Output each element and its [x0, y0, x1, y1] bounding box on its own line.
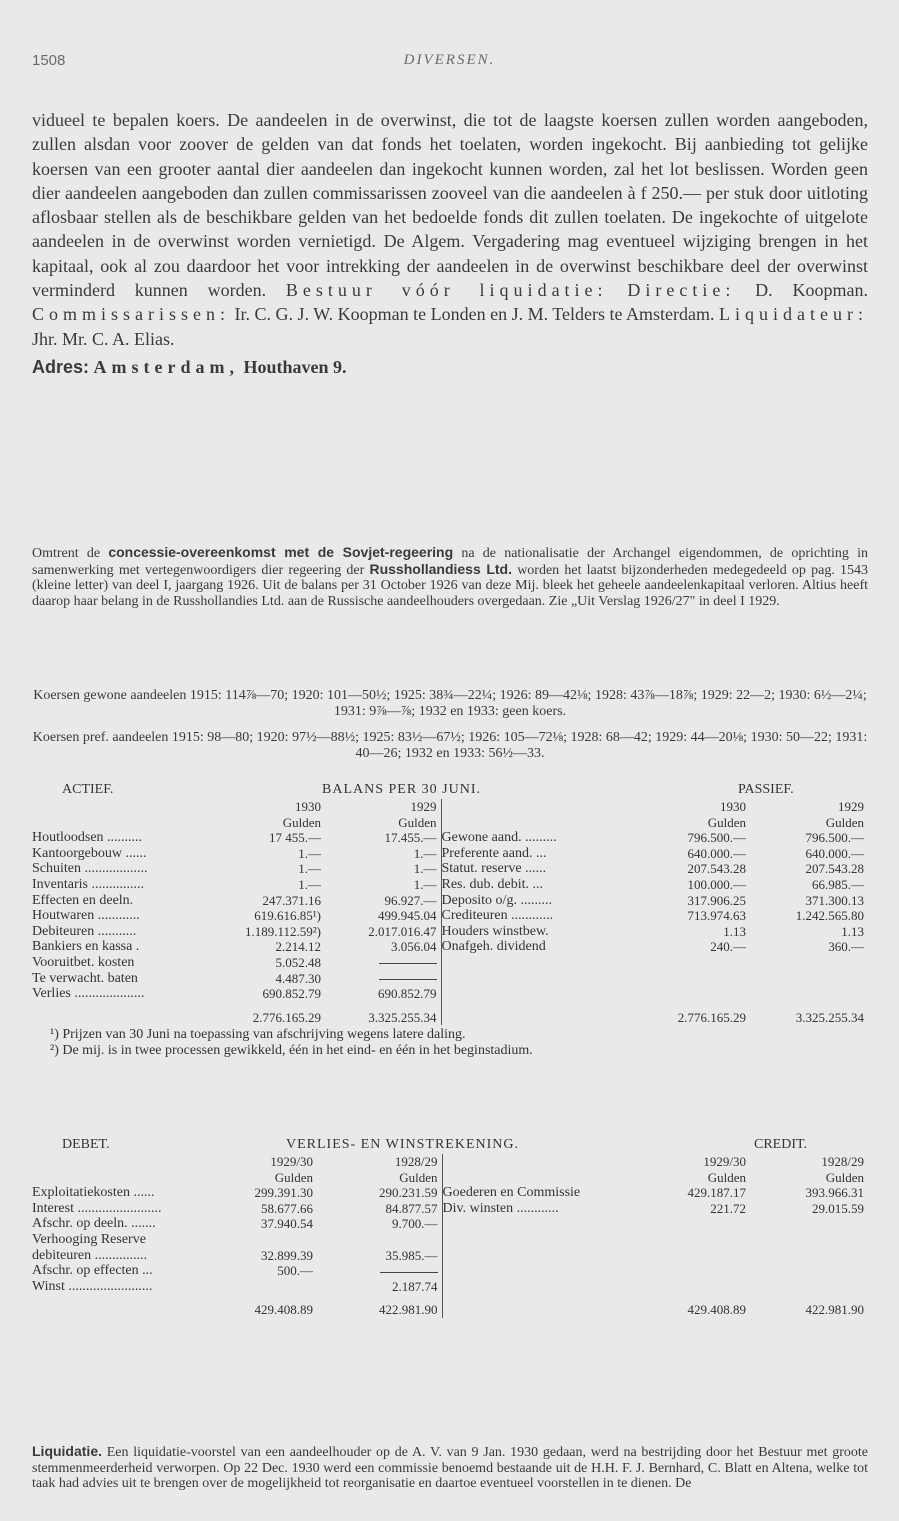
profit-loss-headings	[32, 1137, 868, 1154]
balans-unit-a1: Gulden	[282, 814, 321, 830]
table-row	[32, 939, 868, 955]
verlies-blank	[32, 1170, 222, 1186]
verlies-total-a2: 422.981.90	[379, 1302, 438, 1318]
table-row	[32, 1248, 868, 1264]
balans-right-value-2: 371.300.13	[805, 892, 864, 908]
verlies-left-label: Exploitatiekosten ......	[32, 1185, 155, 1201]
table-row	[32, 1263, 868, 1279]
footnote-2: ²) De mij. is in twee processen gewikkeld, één in het eind- en één in het beginstadium.	[50, 1042, 533, 1058]
balans-left-value-1: 1.189.112.59²)	[245, 923, 321, 939]
address-label: Adres:	[32, 356, 90, 377]
verlies-year-p1: 1929/30	[703, 1154, 746, 1169]
table-row	[32, 830, 868, 846]
verlies-left-label: debiteuren ...............	[32, 1247, 148, 1263]
verlies-right-label	[442, 1216, 652, 1232]
verlies-unit-p2: Gulden	[825, 1169, 864, 1185]
table-row	[32, 1279, 868, 1295]
balans-right-label: Crediteuren ............	[441, 908, 654, 924]
balans-unit-row	[32, 815, 868, 831]
concessie-paragraph	[32, 545, 868, 609]
balans-year-p2: 1929	[838, 799, 864, 814]
verlies-right-label	[442, 1263, 652, 1279]
verlies-right-label	[442, 1232, 652, 1248]
balans-left-value-2: 1.—	[413, 845, 437, 861]
credit-heading: CREDIT.	[754, 1137, 808, 1152]
verlies-right-value-1: 221.72	[710, 1200, 746, 1216]
dash-rule	[379, 979, 437, 980]
concessie-text-1: Omtrent de	[32, 546, 101, 561]
balans-left-value-2: 1.—	[413, 861, 437, 877]
balans-right-label: Houders winstbew.	[441, 924, 654, 940]
balans-blank	[32, 799, 230, 815]
address-street: Houthaven 9.	[243, 356, 347, 377]
koersen-pref-text: Koersen pref. aandeelen 1915: 98—80; 1920: 97½—88½; 1925: 83½—67½; 1926: 105—72⅛; 1928: 68—42; 1929: 44—20⅛; 1930: 50—22; 1931: 40—26; 1932 en 1933: 56½—33.	[32, 730, 868, 761]
balans-blank	[32, 815, 230, 831]
balans-right-label: Statut. reserve ......	[441, 861, 654, 877]
footnote-1: ¹) Prijzen van 30 Juni na toepassing van afschrijving wegens latere daling.	[50, 1027, 466, 1043]
address-city: Amsterdam,	[93, 356, 239, 377]
balans-year-p1: 1930	[720, 799, 746, 814]
running-title: DIVERSEN.	[403, 52, 496, 68]
balans-left-value-2: 1.—	[413, 876, 437, 892]
balans-left-label: Kantoorgebouw ......	[32, 845, 147, 861]
balans-left-value-2: 499.945.04	[378, 908, 437, 924]
verlies-heading: VERLIES- EN WINSTREKENING.	[286, 1137, 519, 1152]
balans-left-label: Debiteuren ...........	[32, 923, 137, 939]
balans-right-label	[441, 971, 654, 987]
verlies-left-value-2: 35.985.—	[385, 1247, 438, 1263]
balans-right-value-2: 796.500.—	[805, 830, 864, 846]
verlies-right-value-1	[652, 1232, 750, 1248]
balans-left-value-1: 17 455.—	[269, 830, 321, 846]
verlies-blank	[32, 1294, 222, 1318]
balans-right-value-2	[750, 955, 868, 971]
table-row	[32, 1216, 868, 1232]
balans-unit-a2: Gulden	[398, 814, 437, 830]
balans-total-p1: 2.776.165.29	[677, 1009, 746, 1025]
table-row	[32, 861, 868, 877]
concessie-bold-2: Russhollandiess Ltd.	[369, 560, 512, 577]
balans-blank	[32, 1002, 230, 1026]
balans-right-label: Onafgeh. dividend	[441, 939, 654, 955]
page-header	[32, 52, 867, 76]
verlies-right-label: Goederen en Commissie	[442, 1185, 652, 1201]
dash-rule	[379, 963, 437, 964]
balans-left-label: Schuiten ..................	[32, 861, 148, 877]
balans-left-value-1: 2.214.12	[275, 939, 321, 955]
table-row	[32, 908, 868, 924]
verlies-right-value-2	[750, 1248, 868, 1264]
balans-left-label: Te verwacht. baten	[32, 970, 138, 986]
table-row	[32, 971, 868, 987]
table-row	[32, 1201, 868, 1217]
balans-left-value-2: 17.455.—	[384, 830, 437, 846]
profit-loss-account	[32, 1137, 868, 1318]
balans-right-value-2: 1.13	[841, 923, 864, 939]
table-row	[32, 924, 868, 940]
balans-right-value-1: 100.000.—	[687, 876, 746, 892]
liquidatie-label: Liquidatie.	[32, 1443, 102, 1459]
verlies-right-value-1	[652, 1248, 750, 1264]
balans-right-value-1	[654, 971, 750, 987]
verlies-left-value-2	[317, 1263, 442, 1279]
balans-heading: BALANS PER 30 JUNI.	[322, 782, 482, 797]
verlies-right-value-1	[652, 1216, 750, 1232]
balance-table	[32, 799, 868, 1025]
verlies-left-value-1: 32.899.39	[261, 1247, 313, 1263]
table-row	[32, 1185, 868, 1201]
verlies-totals-row	[32, 1294, 868, 1318]
balans-left-value-1: 690.852.79	[262, 986, 321, 1002]
verlies-unit-a1: Gulden	[274, 1169, 313, 1185]
balans-left-value-2	[325, 971, 441, 987]
koersen-gewone	[32, 688, 868, 719]
verlies-blank	[442, 1154, 652, 1170]
balans-left-value-2	[325, 955, 441, 971]
verlies-year-a1: 1929/30	[270, 1154, 313, 1169]
balans-totals-row	[32, 1002, 868, 1026]
verlies-unit-a2: Gulden	[399, 1169, 438, 1185]
verlies-left-value-1: 299.391.30	[254, 1185, 313, 1201]
verlies-left-label: Winst ........................	[32, 1278, 153, 1294]
liquidateur-text: Jhr. Mr. C. A. Elias.	[32, 328, 175, 349]
verlies-left-label: Verhooging Reserve	[32, 1231, 146, 1247]
verlies-right-value-2	[750, 1232, 868, 1248]
verlies-year-p2: 1928/29	[821, 1154, 864, 1169]
balans-left-value-2: 2.017.016.47	[368, 923, 437, 939]
balans-left-value-2: 96.927.—	[384, 892, 437, 908]
concessie-bold-1: concessie-overeenkomst met de Sovjet-regeering	[108, 544, 454, 560]
commissarissen-text: Ir. C. G. J. W. Koopman te Londen en J. M. Telders te Amsterdam.	[234, 304, 715, 325]
balans-unit-p1: Gulden	[707, 814, 746, 830]
dash-rule	[380, 1272, 438, 1273]
balans-blank	[441, 799, 654, 815]
balans-year-a2: 1929	[410, 799, 437, 814]
balans-right-value-1	[654, 955, 750, 971]
balans-blank	[441, 815, 654, 831]
intro-paragraph	[32, 108, 868, 379]
page-number: 1508	[32, 52, 66, 69]
verlies-right-label: Div. winsten ............	[442, 1201, 652, 1217]
table-row	[32, 1232, 868, 1248]
balans-left-label: Houtwaren ............	[32, 908, 140, 924]
balans-right-value-2: 207.543.28	[805, 861, 864, 877]
balans-left-value-1: 1.—	[298, 876, 321, 892]
balans-right-value-2: 1.242.565.80	[795, 908, 864, 924]
balans-right-value-2: 360.—	[828, 939, 864, 955]
balans-right-value-1: 240.—	[710, 939, 746, 955]
verlies-left-label: Afschr. op deeln. .......	[32, 1216, 156, 1232]
verlies-blank	[442, 1170, 652, 1186]
balans-unit-p2: Gulden	[825, 814, 864, 830]
verlies-total-a1: 429.408.89	[254, 1302, 313, 1318]
liquidateur-label: Liquidateur:	[719, 304, 869, 325]
balans-right-value-2: 66.985.—	[812, 876, 864, 892]
balance-headings	[32, 782, 868, 799]
verlies-left-label: Interest ........................	[32, 1200, 162, 1216]
balans-left-value-1: 1.—	[298, 845, 321, 861]
verlies-total-p1: 429.408.89	[687, 1302, 746, 1318]
verlies-year-a2: 1928/29	[394, 1154, 438, 1169]
verlies-unit-row	[32, 1170, 868, 1186]
table-row	[32, 846, 868, 862]
profit-loss-table	[32, 1154, 868, 1318]
balans-right-label	[441, 955, 654, 971]
balans-right-value-2: 640.000.—	[805, 845, 864, 861]
verlies-right-value-1	[652, 1263, 750, 1279]
verlies-left-label: Afschr. op effecten ...	[32, 1263, 153, 1279]
balance-notes	[32, 1027, 868, 1058]
balans-total-a2: 3.325.255.34	[368, 1009, 437, 1025]
balans-total-p2: 3.325.255.34	[795, 1009, 864, 1025]
verlies-right-value-2: 393.966.31	[805, 1185, 864, 1201]
balans-right-value-1: 317.906.25	[687, 892, 746, 908]
verlies-left-value-1	[222, 1279, 317, 1295]
verlies-unit-p1: Gulden	[707, 1169, 746, 1185]
balans-right-value-1: 640.000.—	[687, 845, 746, 861]
verlies-right-value-1	[652, 1279, 750, 1295]
table-row	[32, 955, 868, 971]
debet-heading: DEBET.	[62, 1137, 110, 1152]
balans-left-value-1: 4.487.30	[275, 970, 321, 986]
concessie-text-3: worden het laatst bijzonderheden medegedeeld op pag. 1543 (kleine letter) van deel I, jaargang 1926. Uit de balans per 31 October 1926 van deze Mij. bleek het geheele aandeelenkapitaal verloren. Altius heeft daarop haar belang in de Russhollandies Ltd. aan de Russische aandeelhouders overgedaan. Zie „Uit Verslag 1926/27" in deel I 1929.	[32, 562, 869, 609]
balans-year-a1: 1930	[295, 799, 321, 814]
verlies-right-value-1: 429.187.17	[687, 1185, 746, 1201]
verlies-left-value-2: 2.187.74	[392, 1278, 438, 1294]
verlies-left-value-2: 290.231.59	[379, 1185, 438, 1201]
verlies-right-value-2: 29.015.59	[812, 1200, 864, 1216]
balans-left-label: Houtloodsen ..........	[32, 830, 143, 846]
balans-right-value-1	[654, 986, 750, 1002]
balans-left-value-1: 1.—	[298, 861, 321, 877]
koersen-gewone-text: Koersen gewone aandeelen 1915: 114⅞—70; 1920: 101—50½; 1925: 38¾—22¼; 1926: 89—42⅛; 1928: 43⅞—18⅞; 1929: 22—2; 1930: 6½—2¼; 1931: 9⅞—⅞; 1932 en 1933: geen koers.	[33, 688, 867, 719]
verlies-right-label	[442, 1279, 652, 1295]
balans-left-value-1: 247.371.16	[262, 892, 321, 908]
liquidatie-paragraph	[32, 1444, 868, 1492]
balans-right-value-2	[750, 971, 868, 987]
liquidatie-text: Een liquidatie-voorstel van een aandeelhouder op de A. V. van 9 Jan. 1930 gedaan, werd na bestrijding door het Bestuur met groote stemmenmeerderheid verworpen. Op 22 Dec. 1930 werd een commissie benoemd bestaande uit de H.H. F. J. Bernhard, C. Blatt en Altena, welke tot taak had advies uit te brengen over de mogelijkheid tot reorganisatie en daartoe eventueel voorstellen in te dienen. De	[32, 1445, 869, 1492]
table-row	[32, 877, 868, 893]
verlies-left-value-1	[222, 1232, 317, 1248]
intro-text: vidueel te bepalen koers. De aandeelen in de overwinst, die tot de laagste koersen zullen worden aangeboden, zullen alsdan voor zoover de gelden van dat fonds het toelaten, worden ingekocht. Bij aanbieding tot gelijke koersen van een grooter aantal dier aandeelen dan ingekocht kunnen worden, zal het lot beslissen. Worden geen dier aandeelen aangeboden dan zullen commissarissen zooveel van die aandeelen à f 250.— per stuk door uitloting aflosbaar stellen als de beschikbare gelden van het bedoelde fonds dit zullen toelaten. De ingekochte of uitgelote aandeelen in de overwinst worden vernietigd. De Algem. Vergadering mag eventueel wijziging brengen in het kapitaal, ook al zou daardoor het voor intrekking der aandeelen in de overwinst beschikbare deel der overwinst verminderd kunnen worden.	[32, 110, 868, 301]
balans-left-label: Bankiers en kassa .	[32, 939, 140, 955]
verlies-year-row	[32, 1154, 868, 1170]
balans-left-label: Inventaris ...............	[32, 876, 144, 892]
verlies-left-value-1: 37.940.54	[261, 1216, 313, 1232]
verlies-right-label	[442, 1248, 652, 1264]
passief-heading: PASSIEF.	[738, 782, 794, 797]
balans-left-value-1: 619.616.85¹)	[254, 908, 321, 924]
balans-right-label	[441, 986, 654, 1002]
verlies-left-value-1: 58.677.66	[261, 1200, 313, 1216]
verlies-right-value-2	[750, 1279, 868, 1295]
balans-right-value-1: 796.500.—	[687, 830, 746, 846]
balans-right-value-1: 1.13	[723, 923, 746, 939]
balans-left-value-2: 3.056.04	[391, 939, 437, 955]
balans-right-value-1: 207.543.28	[687, 861, 746, 877]
verlies-right-value-2	[750, 1216, 868, 1232]
verlies-total-p2: 422.981.90	[805, 1302, 864, 1318]
balans-year-row	[32, 799, 868, 815]
balans-left-value-2: 690.852.79	[378, 986, 437, 1002]
commissarissen-label: Commissarissen:	[32, 304, 231, 325]
balans-right-label: Deposito o/g. .........	[441, 893, 654, 909]
bestuur-label: Bestuur vóór liquidatie:	[285, 280, 608, 301]
balans-left-label: Verlies ....................	[32, 986, 145, 1002]
address-line	[32, 355, 868, 379]
balans-right-label: Res. dub. debit. ...	[441, 877, 654, 893]
balans-left-label: Vooruitbet. kosten	[32, 954, 135, 970]
directie-label: Directie:	[627, 280, 736, 301]
koersen-pref	[32, 730, 868, 761]
balans-right-value-1: 713.974.63	[687, 908, 746, 924]
balans-right-label: Gewone aand. .........	[441, 830, 654, 846]
verlies-left-value-1: 500.—	[277, 1263, 313, 1279]
balans-right-value-2	[750, 986, 868, 1002]
balans-left-label: Effecten en deeln.	[32, 892, 134, 908]
verlies-left-value-2: 9.700.—	[392, 1216, 438, 1232]
verlies-blank	[32, 1154, 222, 1170]
concessie-text-2: na de nationalisatie der Archangel eigendommen, de oprichting in samenwerking met vertegenwoordigers dier regeering der	[32, 546, 869, 578]
verlies-left-value-2: 84.877.57	[385, 1200, 438, 1216]
balance-sheet	[32, 782, 868, 1059]
balans-right-label: Preferente aand. ...	[441, 846, 654, 862]
verlies-left-value-2	[317, 1232, 442, 1248]
verlies-right-value-2	[750, 1263, 868, 1279]
balans-blank	[441, 1002, 654, 1026]
directie-text: D. Koopman.	[755, 280, 868, 301]
balans-total-a1: 2.776.165.29	[252, 1009, 321, 1025]
verlies-blank	[442, 1294, 652, 1318]
table-row	[32, 986, 868, 1002]
table-row	[32, 893, 868, 909]
balans-left-value-1: 5.052.48	[275, 954, 321, 970]
actief-heading: ACTIEF.	[62, 782, 114, 797]
